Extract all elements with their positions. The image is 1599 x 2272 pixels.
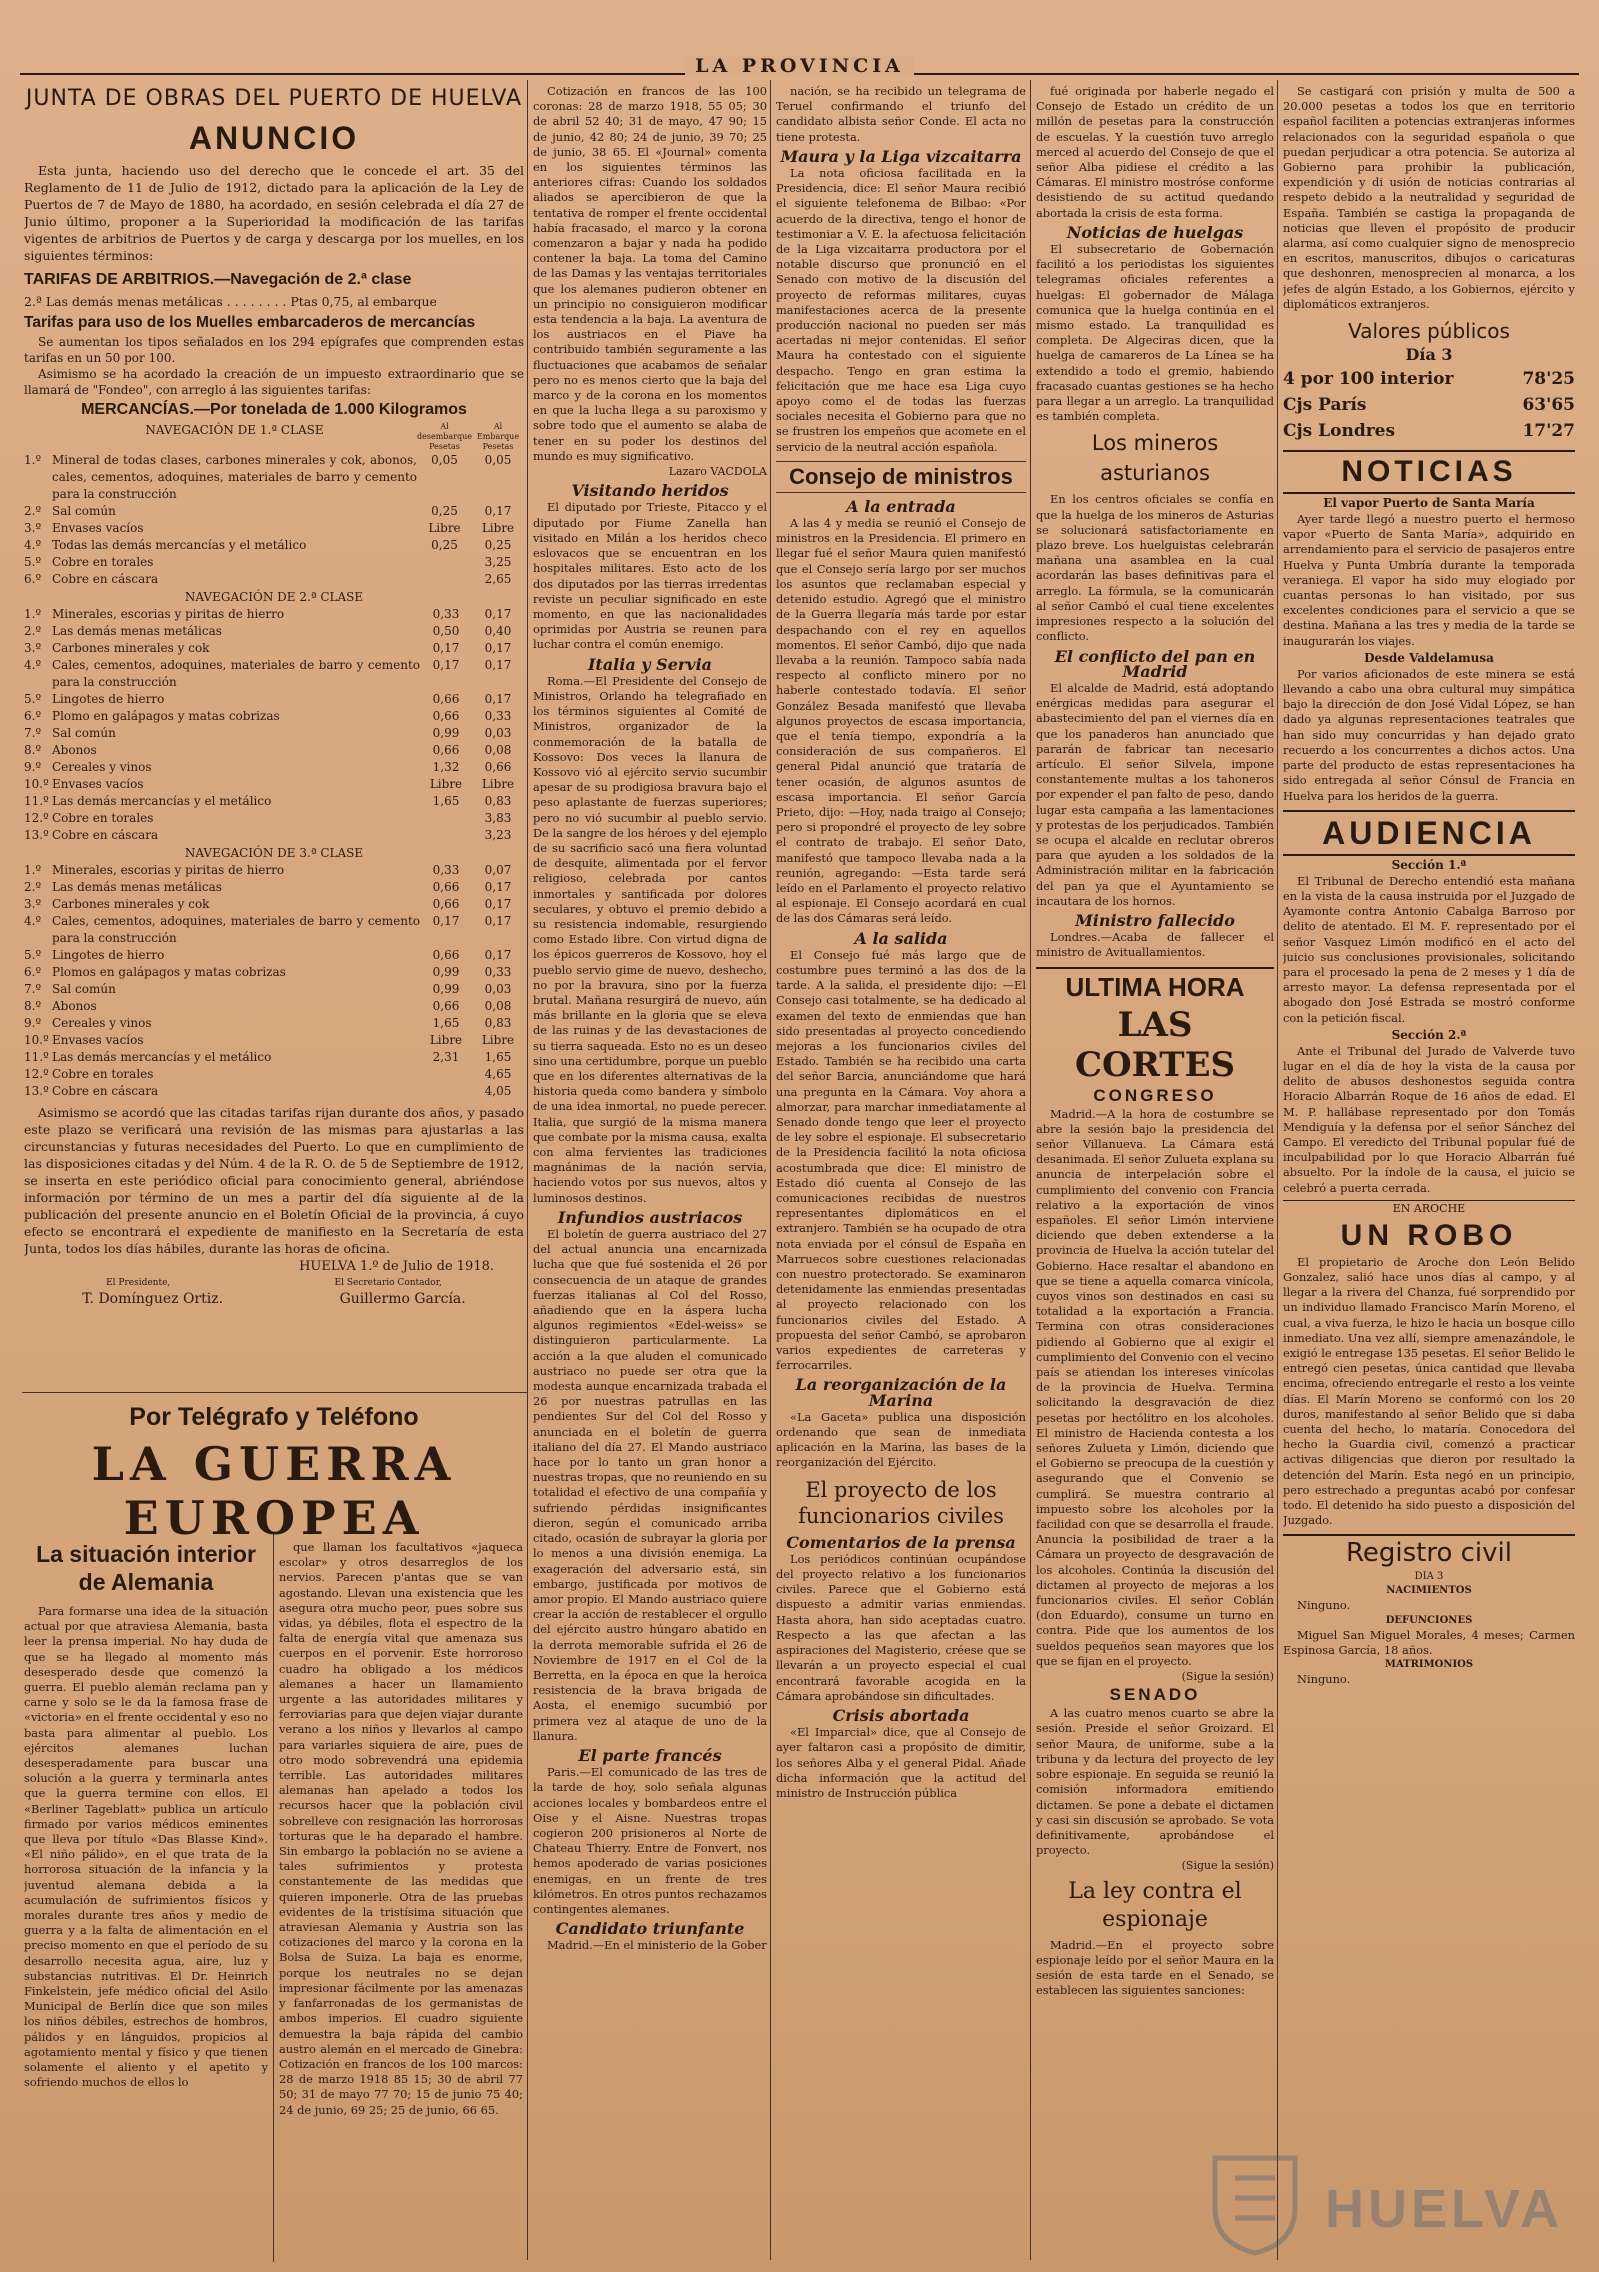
tariff-cell-a: 0,66 [432, 709, 460, 723]
tariff-cell-n: 9.º [24, 760, 42, 774]
column-rule [273, 1532, 274, 2262]
tariff-row [24, 742, 524, 759]
tariff-cell-t: Mineral de todas clases, carbones minerales y cok, abonos, cales, cementos, adoquines, materiales de barro y cemento para la construcción [52, 453, 417, 501]
noticias-text: Ayer tarde llegó a nuestro puerto el hermoso vapor «Puerto de Santa María», adquirido en arrendamiento para el servicio de pasajeros entre Huelva y Punta Umbría durante la temporada veraniega. El vapor ha sido muy elogiado por cuantas personas lo han visitado, por sus excelentes condiciones para el servicio a que se destina. Mañana a las tres y media de la tarde se inaugurarán los viajes. [1283, 512, 1575, 648]
tariff-cell-b: 0,05 [484, 453, 512, 467]
noticias-heading: NOTICIAS [1283, 450, 1575, 494]
tariff-row [24, 947, 524, 964]
tariff-cell-a [420, 1066, 472, 1083]
tariff-cell-n: 4.º [24, 914, 42, 928]
column-5 [1036, 84, 1274, 2260]
tariff-row [24, 640, 524, 657]
tariff-cell-b: 0,17 [484, 880, 512, 894]
seccion1-heading: Sección 1.ª [1391, 857, 1467, 872]
frances-heading: El parte francés [578, 1745, 722, 1765]
candidato-heading: Candidato triunfante [555, 1919, 745, 1939]
tariff-row [24, 759, 524, 776]
valor-interior: 4 por 100 interior 78'25 [1283, 369, 1575, 390]
audiencia-heading: AUDIENCIA [1283, 810, 1575, 856]
anuncio-intro: Esta junta, haciendo uso del derecho que le concede el art. 35 del Reglamento de 11 de Julio de 1912, dictado para la aplicación de la Ley de Puertos de 7 de Mayo de 1880, ha acordado, en sesión celebrada el día 27 de Junio último, proponer a la Superioridad la modificación de las tarifas vigentes de arbitrios de Puertos y de carga y descarga por los muelles, en los siguientes términos: [24, 163, 524, 263]
byline: Lazaro VACDOLA [668, 465, 767, 479]
tariff-cell-t: Las demás mercancías y el metálico [52, 1050, 272, 1064]
tariff-row [24, 862, 524, 879]
tariff-cell-a: Libre [428, 521, 461, 535]
column-rule [770, 80, 771, 2260]
col-embarque: Al Embarque Pesetas [476, 422, 520, 451]
ley-text: Madrid.—En el proyecto sobre espionaje leído por el señor Maura en la sesión de esta tarde en el Senado, se establecen las siguientes sanciones: [1036, 1937, 1274, 1998]
tariff-cell-n: 4.º [24, 538, 42, 552]
tariff-row [24, 1066, 524, 1083]
tariff-cell-n: 8.º [24, 743, 42, 757]
tariff-cell-a: 0,05 [431, 453, 458, 467]
valores-heading: Valores públicos [1348, 319, 1510, 344]
junta-anuncio [24, 84, 524, 1384]
tariff-cell-n: 12.º [24, 811, 49, 825]
tariff-cell-t: Sal común [52, 504, 116, 518]
marina-heading: La reorganización de la Marina [795, 1375, 1007, 1410]
tariff-cell-b: 0,17 [484, 948, 512, 962]
tariff-cell-t: Cobre en torales [52, 1067, 154, 1081]
tariff-cell-b: 0,33 [484, 965, 512, 979]
noticias-subheading: El vapor Puerto de Santa María [1323, 496, 1535, 511]
nav1-heading: NAVEGACIÓN DE 1.ª CLASE [145, 423, 324, 437]
tariff-cell-n: 9.º [24, 1016, 42, 1030]
tariff-cell-a: 0,25 [431, 538, 458, 552]
muelles-title: Tarifas para uso de los Muelles embarcaderos de mercancías [24, 314, 476, 331]
comentarios-heading: Comentarios de la prensa [786, 1532, 1016, 1552]
tariff-row [24, 571, 524, 588]
tariff-cell-a: 1,65 [432, 794, 460, 808]
heridos-heading: Visitando heridos [571, 481, 729, 501]
entrada-text: A las 4 y media se reunió el Consejo de ministros en la Presidencia. El primero en llegar fué el señor Maura quien manifestó que el Consejo sería largo por ser muchos los asuntos que reclamaban especial y detenido estudio. Agregó que el ministro de la Guerra llegaría más tarde por estar despachando con el rey en aquellos momentos. El señor Cambó, dijo que nada llevaba a la reunión. Tampoco sabía nada respecto al conflicto minero por no haberle contestado todavía. El señor González Besada manifestó que llevaba algunos proyectos de escasa importancia, que el tenía tiempo, expondría a la consideración de sus compañeros. El general Pidal anunció que trataría de tener ocasión, de algunos asuntos de escasa importancia. El señor García Prieto, dijo: —Hoy, nada traigo al Consejo; pero si propondré el proyecto de ley sobre el contrato de trabajo. El señor Dato, manifestó que tampoco llevaba nada a la reunión, agregando: —Esta tarde será leído en el Parlamento el proyecto relativo al espionaje. El Consejo acordará en cual de las dos Cámaras será leído. [776, 516, 1026, 926]
tariff-cell-a: 0,17 [432, 914, 460, 928]
fallecido-text: Londres.—Acaba de fallecer el ministro de Avituallamientos. [1036, 930, 1274, 960]
tariff-cell-n: 12.º [24, 1067, 49, 1081]
italia-text: Roma.—El Presidente del Consejo de Ministros, Orlando ha telegrafiado en los términos siguientes al Comité de Ministros, organizador de la conmemoración de la batalla de Kossovo: Dos veces la llanura de Kossovo vió al ejército servio sucumbir apesar de su prodigiosa bravura bajo el peso aplastante de fuerzas superiores; pero no vió sucumbir al pueblo servio. De la sangre de los héroes y del ejemplo de su sacrificio sacó una fiera voluntad de desquite, alimentada por el fervor religioso, celebrada por cantos inmortales y santificada por dolores seculares, y obtuvo el premio debido a su resistencia indomable, resurgiendo como Estado libre. Con virtud digna de los épicos guerreros de Kossovo, hoy el pueblo servio gime de nuevo, deshecho, no por la bravura, sino por la fuerza brutal. Mañana resurgirá de nuevo, aún más brillante en la gloria que se eleva de las ruinas y de las devastaciones de su tierra saqueada. Esto no es un deseo sino una certidumbre, porque un pueblo que en los diferentes alternativas de la historia queda como bandera y símbolo de una idea inmortal, no puede perecer. Italia, que surgió de la misma manera que combate por la misma causa, exalta con alma fervientes las tradiciones magnánimas de la nación servia, haciendo votos por sus nuevos, altos y luminosos destinos. [533, 673, 767, 1205]
tariff-cell-t: Sal común [52, 726, 116, 740]
tariff-cell-b: 0,17 [484, 641, 512, 655]
tariff-cell-b: 3,23 [484, 828, 512, 842]
tariff-cell-b: Libre [481, 521, 515, 535]
tariff-cell-n: 13.º [24, 1084, 49, 1098]
robo-text: El propietario de Aroche don León Belido Gonzalez, salió hace unos días al campo, y al llegar a la rivera del Chanza, fué sorprendido por un individuo llamado Francisco Marín Moreno, el cual, a viva fuerza, le hizo le hacia un bosque cillo inmediato. Una vez allí, siempre amenazándole, le exigió le entregase 135 pesetas. El señor Belido le entregó cien pesetas, única cantidad que llevaba encima, ofreciendo entregarle el resto a los veinte días. El Marín Moreno se conformó con los 20 duros, manifestando al señor Belido que si daba cuenta del hecho, lo mataría. Conocedora del hecho la Guardia civil, comenzó a practicar activas diligencias que dieron por resultado la detención del Marín. Esta negó en un principio, pero estrechado a preguntas acabó por confesar todo. El detenido ha sido puesto a disposición del Juzgado. [1283, 1254, 1575, 1528]
tariff-row [24, 708, 524, 725]
tariff-row [24, 537, 524, 554]
tariff-cell-t: Las demás menas metálicas [52, 624, 222, 638]
tariff-cell-a: 1,32 [432, 760, 460, 774]
tariff-cell-a: 0,66 [432, 880, 460, 894]
tariff-cell-b: 0,83 [484, 1016, 512, 1030]
pan-heading: El conflicto del pan en Madrid [1054, 646, 1256, 681]
salida-heading: A la salida [854, 928, 948, 948]
tariff-row [24, 793, 524, 810]
tariff-cell-n: 11.º [24, 794, 49, 808]
tariff-cell-b: 0,17 [484, 607, 512, 621]
valor-londres: Cjs Londres 17'27 [1283, 421, 1575, 442]
tariff-cell-b: 0,17 [484, 914, 512, 928]
tariff-cell-b: 0,08 [484, 743, 512, 757]
tariff-cell-n: 3.º [24, 897, 42, 911]
tariff-cell-a: 0,17 [432, 658, 460, 672]
stamp-text: HUELVA [1325, 2179, 1563, 2239]
tariff-cell-n: 3.º [24, 641, 42, 655]
matrimonios-text: Ninguno. [1297, 1672, 1351, 1687]
tariff-cell-n: 6.º [24, 965, 42, 979]
tariff-cell-a: Libre [429, 1033, 463, 1047]
tariff-cell-b: 3,83 [484, 811, 512, 825]
column-4 [776, 84, 1026, 2260]
guerra-column-b [279, 1540, 523, 2260]
valor-paris: Cjs París 63'65 [1283, 395, 1575, 416]
tariff-cell-n: 6.º [24, 709, 42, 723]
comentarios-text: Los periódicos continúan ocupándose del proyecto relativo a los funcionarios civiles. Parece que el Gobierno está dispuesto a admitir varias enmiendas. Hasta ahora, han sido aceptadas cuatro. Respecto a las que afectan a las aspiraciones del Magisterio, créese que se llevarán a un proyecto especial el cual encontrará favorable acogida en la Cámara aprobándose sin dificultades. [776, 1551, 1026, 1703]
maura-heading: Maura y la Liga vizcaitarra [780, 146, 1022, 166]
huelgas-heading: Noticias de huelgas [1066, 222, 1244, 242]
tariff-cell-a: 0,66 [432, 948, 460, 962]
seccion1-text: El Tribunal de Derecho entendió esta mañana en la vista de la causa instruida por el Juzgado de Ayamonte contra Antonio Cabalga Barroso por delito de atentado. El M. F. representado por el señor Vasquez Limón modificó en el acto del juicio sus conclusiones provisionales, solicitando para el procesado la pena de 2 meses y 1 día de arresto mayor. La defensa representada por el abogado don José Estrada se mostró conforme con la petición fiscal. [1283, 873, 1575, 1025]
senado-heading: SENADO [1109, 1685, 1201, 1705]
telegrafo-block [24, 1398, 524, 1544]
tariff-cell-n: 7.º [24, 982, 42, 996]
crisis-text: «El Imparcial» dice, que al Consejo de ayer faltaron casi a propósito de dimitir, los señores Alba y el general Pidal. Añade dicha información que la actitud del ministro de Instrucción pública [776, 1725, 1026, 1800]
matrimonios-heading: MATRIMONIOS [1384, 1659, 1474, 1671]
column-rule [527, 80, 528, 2260]
fondeo-text: Asimismo se ha acordado la creación de un impuesto extraordinario que se llamará de "Fondeo", con arreglo á las siguientes tarifas: [24, 367, 524, 397]
robo-heading: UN ROBO [1340, 1218, 1518, 1252]
tariff-cell-a [417, 571, 472, 588]
tariff-cell-t: Plomo en galápagos y matas cobrizas [52, 709, 280, 723]
tariff-cell-b: 0,17 [484, 692, 512, 706]
telegrafo-heading: Por Telégrafo y Teléfono [129, 1403, 419, 1431]
nacimientos-heading: NACIMIENTOS [1386, 1585, 1472, 1597]
tariff-cell-a [420, 827, 472, 844]
tariff-cell-a: 2,31 [432, 1050, 460, 1064]
junta-title: JUNTA DE OBRAS DEL PUERTO DE HUELVA [25, 86, 523, 111]
tariff-cell-t: Cobre en torales [52, 811, 154, 825]
nacimientos-text: Ninguno. [1297, 1598, 1351, 1613]
tariff-cell-a: 0,33 [432, 863, 460, 877]
tariff-cell-b: 0,83 [484, 794, 512, 808]
archive-stamp [1195, 2148, 1585, 2258]
column-6 [1283, 84, 1575, 2260]
tariff-cell-t: Cobre en torales [52, 555, 154, 569]
tariff-row [24, 1083, 524, 1100]
tariff-cell-a [420, 810, 472, 827]
ley-heading: La ley contra el espionaje [1068, 1878, 1242, 1932]
espionaje-cont-text: Se castigará con prisión y multa de 500 a 20.000 pesetas a todos los que en territorio español faciliten a potencias extranjeras informes relacionados con la seguridad española o que puedan perjudicar a otra potencia. Se autoriza al Gobierno para prohibir la publicación, expendición y di usión de noticias contrarias al respeto debido a la neutralidad y seguridad de España. También se castiga la propaganda de noticias que lleven el propósito de producir alarma, así como cualquier signo de menosprecio en escritos, manuscritos, dibujos o caricaturas que deshonren, menosprecien al monarca, a los jefes de algún Estado, a los Gobiernos, ejército y diplomáticos extranjeros. [1283, 84, 1575, 311]
tariff-cell-n: 10.º [24, 1033, 49, 1047]
tariff-cell-t: Lingotes de hierro [52, 948, 165, 962]
tariff-cell-t: Todas las demás mercancías y el metálico [52, 538, 307, 552]
mineros-text: En los centros oficiales se confía en que la huelga de los mineros de Asturias se solucionará satisfactoriamente en plazo breve. Los huelguistas celebrarán mañana una asamblea en la cual acordarán las bases definitivas para el arreglo. La fórmula, se la comunicarán al señor Cambó el cual tiene excelentes impresiones respecto a la solución del conflicto. [1036, 492, 1274, 644]
tariff-cell-n: 1.º [24, 863, 42, 877]
infundios-text: El boletín de guerra austriaco del 27 del actual anuncia una encarnizada lucha que que fué sostenida el 26 por consecuencia de un ataque de grandes fuerzas italianas al Col del Rosso, añadiendo que en la áspera lucha algunos regimientos «Edel-weiss» se distinguieron particularmente. La acción a la que aluden el comunicado austriaco no puede ser otra que la modesta aunque encarnizada trabada el 26 por nuestras patrullas en las pendientes Sur del Col del Rosso y anunciada en el boletín de guerra italiano del día 27. El Mando austriaco hace por lo tanto un gran honor a nuestras tropas, que no reuniendo en su totalidad el efectivo de una compañía y sufriendo pérdidas insignificantes dieron, según el comunicado arriba citado, ocasión de subrayar la gloria por lo menos a una división enemiga. La exageración del adversario está, sin embargo, justificada por motivos de amor propio. El Mando austriaco quiere crear la acción de restablecer el orgullo del ejército austro húngaro abatido en la derrota memorable sufrida el 26 de Noviembre de 1917 en el Col de la Berretta, en la época en que la heroica resistencia de la brava brigada de Aosta, el enemigo sucumbió por primera vez al ataque de uno de la llanura. [533, 1227, 767, 1743]
tariff-cell-b: 2,65 [484, 572, 512, 586]
tariff-row [24, 691, 524, 708]
tariff-cell-b: 0,66 [484, 760, 512, 774]
tariff-cell-b: 0,17 [484, 658, 512, 672]
tariff-cell-n: 11.º [24, 1050, 49, 1064]
tariff-cell-t: Cereales y vinos [52, 760, 152, 774]
section-rule [22, 1392, 527, 1393]
tariff-cell-b: 0,03 [484, 726, 512, 740]
tariff-cell-b: 0,40 [484, 624, 512, 638]
tariff-cell-b: 0,17 [484, 504, 512, 518]
tariff-cell-b: 0,17 [484, 897, 512, 911]
signatures: T. Domínguez Ortiz. Guillermo García. [82, 1291, 466, 1307]
tariff-cell-a: 0,66 [432, 897, 460, 911]
tariff-cell-b: 0,03 [484, 982, 512, 996]
tariff-cell-n: 1.º [24, 453, 42, 467]
candidato-text: Madrid.—En el ministerio de la Gober [547, 1938, 767, 1953]
muelles-text: Se aumentan los tipos señalados en los 294 epígrafes que comprenden estas tarifas en un 50 por 100. [24, 335, 524, 365]
mercancias-title: MERCANCÍAS.—Por tonelada de 1.000 Kilogramos [81, 401, 467, 418]
signature-labels: El Presidente, El Secretario Contador, [106, 1278, 442, 1288]
tariff-row [24, 520, 524, 537]
tariff-cell-t: Cobre en cáscara [52, 828, 159, 842]
tariff-cell-t: Plomos en galápagos y matas cobrizas [52, 965, 286, 979]
nav3-heading: NAVEGACIÓN DE 3.ª CLASE [184, 846, 364, 860]
tariff-cell-a: 0,99 [432, 965, 460, 979]
tariff-cell-t: Cales, cementos, adoquines, materiales de barro y cemento para la construcción [52, 914, 420, 945]
tariff-cell-n: 7.º [24, 726, 42, 740]
tariff-cell-a: 0,50 [432, 624, 460, 638]
marina-text: «La Gaceta» publica una disposición ordenando que sean de inmediata aplicación en la Marina, las bases de la reorganización del Ejército. [776, 1409, 1026, 1470]
column-rule [1030, 80, 1031, 2260]
tariff-cell-t: Envases vacíos [52, 521, 144, 535]
tariff-cell-b: 4,05 [484, 1084, 512, 1098]
tariff-row [24, 1049, 524, 1066]
guerra-headline: LA GUERRA [91, 1437, 457, 1491]
defunciones-text: Miguel San Miguel Morales, 4 meses; Carmen Espinosa García, 18 años. [1283, 1627, 1575, 1657]
mineros-heading: Los mineros asturianos [1091, 431, 1219, 486]
tariff-row [24, 606, 524, 623]
tariff-cell-t: Carbones minerales y cok [52, 897, 210, 911]
crisis-heading: Crisis abortada [832, 1705, 970, 1725]
tariff-cell-b: 0,25 [484, 538, 512, 552]
tariff-row [24, 554, 524, 571]
tariff-cell-n: 10.º [24, 777, 49, 791]
aroche-heading: EN AROCHE [1283, 1200, 1575, 1217]
tariff-row [24, 913, 524, 947]
tariff-cell-b: 3,25 [484, 555, 512, 569]
defunciones-heading: DEFUNCIONES [1385, 1614, 1473, 1626]
tariff-rows-2 [24, 606, 524, 844]
tariff-cell-t: Cereales y vinos [52, 1016, 152, 1030]
tariff-cell-t: Las demás mercancías y el metálico [52, 794, 272, 808]
infundios-heading: Infundios austriacos [557, 1207, 743, 1227]
guerra-column-a [24, 1540, 268, 2260]
tariff-row [24, 810, 524, 827]
tariff-cell-a: 0,66 [432, 743, 460, 757]
congreso-heading: CONGRESO [1093, 1085, 1217, 1105]
tariff-table-1 [24, 422, 524, 588]
tariff-rows-3 [24, 862, 524, 1100]
frances-text: Paris.—El comunicado de las tres de la tarde de hoy, solo señala algunas acciones locales y bombardeos entre el Oise y el Aisne. Nuestras tropas cogieron 200 prisioneros al Norte de Chateau Thierry. Entre de Fonvert, nos hemos apoderado de varias posiciones enemigas, en un frente de tres kilómetros. En otros puntos rechazamos contingentes alemanes. [533, 1765, 767, 1916]
heridos-text: El diputado por Trieste, Pitacco y el diputado por Fiume Zanella han visitado en Milán a los heridos checo eslovacos que se encuentran en los hospitales militares. Esto acto de los dos diputados por las tierras irredentas reviste un peculiar significado en este momento, en que las nacionalidades oprimidas por Austria se reunen para luchar contra el común enemigo. [533, 500, 767, 652]
tariff-cell-a: 0,99 [432, 726, 460, 740]
tariff-cell-a: 0,17 [432, 641, 460, 655]
column-rule [1277, 80, 1278, 2260]
tariff-cell-t: Envases vacíos [52, 777, 144, 791]
tarifas-row: 2.ª Las demás menas metálicas . . . . . . . . Ptas 0,75, al embarque [24, 294, 437, 309]
valdelamusa-text: Por varios aficionados de este minera se está llevando a cabo una obra cultural muy simpática bajo la dirección de don José Vidal López, se han dado ya algunas representaciones teatrales que han sido muy concurridas y han dejado grato recuerdo a los concurrentes a dichos actos. Una parte del producto de estas representaciones ha sido entregada al señor Cónsul de Francia en Huelva para los heridos de la guerra. [1283, 666, 1575, 803]
tariff-cell-t: Cobre en cáscara [52, 572, 159, 586]
anuncio-closing: Asimismo se acordó que las citadas tarifas rijan durante dos años, y pasado este plazo se verificará una revisión de las mismas para ajustarlas a las circunstancias y futuras necesidades del Puerto. Lo que en cumplimiento de las disposiciones citadas y del Núm. 4 de la R. O. de 5 de Septiembre de 1912, se inserta en este periódico oficial para conocimiento general, abriéndose información por término de un mes a partir del día siguiente al de la publicación del presente anuncio en el Boletín Oficial de la provincia, á cuyo efecto se encontrará el expediente de manifiesto en la Secretaría de esta Junta, todos los días hábiles, durante las horas de oficina. [24, 1105, 524, 1256]
situacion-text: Para formarse una idea de la situación actual por que atraviesa Alemania, basta leer la prensa imperial. No hay duda de que se ha llegado al momento más desesperado desde que comenzó la guerra. El pueblo alemán reclama pan y carne y solo se le da la famosa frase de «victoria» en el frente occidental y eso no basta para alimentar al pueblo. Los ejércitos alemanes luchan desesperadamente para buscar una solución a la guerra y terminarla antes que la guerra termine con ellos. El «Berliner Tageblatt» publica un artículo firmado por varios médicos eminentes que lleva por título «Das Blasse Kind». «El niño pálido», en el que trata de la horrorosa situación de la infancia y la juventud alemana debida a la acumulación de sufrimientos físicos y morales durante tres años y medio de guerra y a la falta de alimentación en el preciso momento en que el período de su desarrollo necesita agua, aire, luz y substancias nutritivas. El Dr. Heinrich Finkelstein, jefe médico oficial del Asilo Municipal de Berlín dice que son miles los niños débiles, estrechos de hombros, pálidos y en lánguidos, propicios al agotamiento mental y físico y que tienen solamente el aliento y el apetito y sofriendo muchos de ellos lo [24, 1604, 268, 2090]
tariff-cell-b: 4,65 [484, 1067, 512, 1081]
europea-headline: EUROPEA [123, 1491, 425, 1545]
column-3 [533, 84, 767, 2260]
shield-icon [1195, 2148, 1315, 2258]
tariff-rows-1 [24, 452, 524, 588]
tariff-cell-t: Envases vacíos [52, 1033, 144, 1047]
tariff-row [24, 452, 524, 503]
valores-dia: Día 3 [1405, 345, 1453, 365]
tariff-cell-b: 0,07 [484, 863, 512, 877]
tariff-cell-n: 1.º [24, 607, 42, 621]
maura-text: La nota oficiosa facilitada en la Presidencia, dice: El señor Maura recibió el siguiente telefonema de Bilbao: «Por acuerdo de la directiva, tengo el honor de testimoniar a V. E. la afectuosa felicitación de la Liga vizcaitarra productora por el notable discurso que pronunció en el Senado con motivo de la discusión del proyecto de reformas militares, cuyas manifestaciones acerca de la presente producción nacional no pueden ser más acertadas ni mejor contenidas. El señor Maura ha contestado con el siguiente despacho. Tengo en gran estima la felicitación que me hace esa Liga cuyo apoyo como el de todas las fuerzas sociales necesita el Gobierno para que no se frustren los empeños que acomete en el servicio de la neutral acción española. [776, 166, 1026, 454]
tariff-row [24, 503, 524, 520]
tariff-cell-t: Carbones minerales y cok [52, 641, 210, 655]
tariff-cell-t: Minerales, escorias y piritas de hierro [52, 863, 285, 877]
tariff-row [24, 657, 524, 691]
tariff-cell-a: 0,66 [432, 692, 460, 706]
tarifas-title: TARIFAS DE ARBITRIOS.—Navegación de 2.ª clase [24, 271, 412, 288]
tariff-cell-n: 2.º [24, 624, 42, 638]
tariff-cell-a [420, 1083, 472, 1100]
proyecto-heading: El proyecto de los funcionarios civiles [798, 1477, 1004, 1528]
tariff-row [24, 776, 524, 793]
tariff-cell-t: Cobre en cáscara [52, 1084, 159, 1098]
tariff-row [24, 623, 524, 640]
registro-heading: Registro civil [1283, 1534, 1575, 1570]
tariff-table-2 [24, 606, 524, 844]
huelgas-text: El subsecretario de Gobernación facilitó a los periodistas los siguientes telegramas oficiales referentes a huelgas: El gobernador de Málaga comunica que la huelga continúa en el mismo estado. La tranquilidad es completa. De Algeciras dicen, que la huelga de camareros de La Línea se ha extendido a todo el gremio, habiendo fracasado cuantas gestiones se ha hecho para llegar a un arreglo. La tranquilidad es también completa. [1036, 242, 1274, 424]
registro-dia: DIA 3 [1414, 1571, 1444, 1583]
anuncio-heading: ANUNCIO [188, 120, 360, 156]
tariff-cell-a: 0,99 [432, 982, 460, 996]
tariff-table-3 [24, 862, 524, 1100]
tariff-cell-a [417, 554, 472, 571]
tariff-row [24, 725, 524, 742]
tariff-cell-t: Abonos [52, 999, 97, 1013]
tariff-cell-t: Abonos [52, 743, 97, 757]
entrada-heading: A la entrada [846, 496, 956, 516]
tariff-cell-t: Cales, cementos, adoquines, materiales de barro y cemento para la construcción [52, 658, 420, 689]
tariff-cell-b: 0,08 [484, 999, 512, 1013]
crisis-cont-text: fué originada por haberle negado el Consejo de Estado un crédito de un millón de pesetas para la construcción de escuelas. Y la cuestión tuvo arreglo merced al acuerdo del Consejo de que el señor Alba pidiese el crédito a las Cámaras. El ministro mostróse conforme desistiendo de su actitud quedando abortada la crisis de esta forma. [1036, 84, 1274, 220]
tariff-cell-a: 0,25 [431, 504, 458, 518]
consejo-heading: Consejo de ministros [776, 461, 1026, 493]
teruel-text: nación, se ha recibido un telegrama de Teruel confirmando el triunfo del candidato albista señor Conde. El acta no tiene protesta. [776, 84, 1026, 144]
tariff-cell-t: Minerales, escorias y piritas de hierro [52, 607, 285, 621]
tariff-cell-n: 5.º [24, 555, 42, 569]
cotizacion-text: Cotización en francos de las 100 coronas: 28 de marzo 1918, 55 05; 30 de abril 52 40; 31 de mayo, 47 90; 15 de junio, 42 80; 24 de junio, 39 70; 25 de junio, 38 65. El «Journal» comenta en los siguientes términos las anteriores cifras: Cuando los soldados aliados se apercibieron de que la tentativa de romper el frente occidental había fracasado, el marco y la corona comenzaron a bajar y nada ha podido contener la baja. La toma del Camino de las Damas y las ventajas territoriales que los alemanes pudieron obtener en un principio no consiguieron modificar esta tendencia a la baja. La aventura de los austriacos en el Piave ha contribuido también seguramente a las fluctuaciones que acabamos de señalar pero no es menos cierto que la baja del marco y de la corona en los momentos en que la lucha llega a su paroxismo y sobre todo que el aumento se alaba de tener en su poder los destinos del mundo es muy significativo. [533, 84, 767, 463]
tariff-cell-n: 5.º [24, 692, 42, 706]
tariff-cell-n: 2.º [24, 880, 42, 894]
tariff-cell-n: 5.º [24, 948, 42, 962]
fallecido-heading: Ministro fallecido [1075, 910, 1235, 930]
situacion-heading: La situación interior de Alemania [36, 1541, 256, 1595]
tariff-cell-b: Libre [481, 1033, 515, 1047]
tariff-cell-a: Libre [429, 777, 463, 791]
tariff-cell-t: Las demás menas metálicas [52, 880, 222, 894]
salida-text: El Consejo fué más largo que de costumbre pues terminó a las dos de la tarde. A la salida, el presidente dijo: —El Consejo casi totalmente, se ha dedicado al examen del texto de enmiendas que han sido presentadas al proyecto concediendo mejoras a los funcionarios civiles del Estado. También se ha recibido una carta del señor Barcia, anunciándome que hará una pregunta en la Cámara. Voy ahora a almorzar, para marchar inmediatamente al Senado donde tengo que leer el proyecto de ley sobre el espionaje. El subsecretario de la Presidencia facilitó la nota oficiosa acostumbrada que dice: El ministro de Estado dió cuenta al Consejo de las comunicaciones recibidas de nuestros representantes diplomáticos en el extranjero. También se ha ocupado de otra nota enviada por el cónsul de España en Marruecos sobre cuestiones relacionadas con nuestro protectorado. Se examinaron detenidamente las enmiendas presentadas al proyecto relacionado con los funcionarios civiles del Estado. A propuesta del señor Cambó, se aprobaron varios expedientes de carreteras y ferrocarriles. [776, 947, 1026, 1373]
tariff-row [24, 1032, 524, 1049]
tariff-cell-b: 0,33 [484, 709, 512, 723]
cortes-heading: LAS CORTES [1074, 1004, 1236, 1085]
tariff-cell-a: 1,65 [432, 1016, 460, 1030]
tariff-row [24, 879, 524, 896]
masthead: LA PROVINCIA [0, 55, 1599, 79]
tariff-row [24, 896, 524, 913]
col-desembarque: Al desembarque Pesetas [417, 422, 473, 451]
pan-text: El alcalde de Madrid, está adoptando enérgicas medidas para asegurar el abastecimiento del pan el viernes día en que los panaderos han anunciado que pararán de fabricar tan necesario artículo. El señor Silvela, impone constantemente multas a los tahoneros por expender el pan falto de peso, dando lugar esta campaña a las lamentaciones y protestas de los perjudicados. También se ocupa el alcalde en reclutar obreros para que ayuden a los soldados de la Administración militar en la fabricación del pan ya que el Ayuntamiento se incautara de los hornos. [1036, 680, 1274, 908]
tariff-cell-b: Libre [481, 777, 515, 791]
tariff-row [24, 1015, 524, 1032]
tariff-cell-n: 13.º [24, 828, 49, 842]
italia-heading: Italia y Servia [587, 654, 713, 674]
seccion2-text: Ante el Tribunal del Jurado de Valverde tuvo lugar en el día de hoy la vista de la causa por delito de abusos deshonestos seguida contra Horacio Albarrán Roque de 16 años de edad. El M. P. hallábase representado por don Tomás Mendiguía y la defensa por el señor Sánchez del Campo. El veredicto del Tribunal popular fué de inculpabilidad por lo que Horacio Albarrán fué absuelto. Por la índole de la causa, el juicio se celebró a puerta cerrada. [1283, 1043, 1575, 1195]
nav2-heading: NAVEGACIÓN DE 2.ª CLASE [184, 590, 364, 604]
ultima-hora-heading: ULTIMA HORA [1036, 967, 1274, 1005]
sigue-sesion: (Sigue la sesión) [1181, 1670, 1274, 1684]
valdelamusa-heading: Desde Valdelamusa [1364, 650, 1494, 665]
tariff-row [24, 964, 524, 981]
tariff-cell-n: 2.º [24, 504, 42, 518]
tariff-row [24, 981, 524, 998]
tariff-cell-n: 6.º [24, 572, 42, 586]
tariff-cell-t: Lingotes de hierro [52, 692, 165, 706]
tariff-cell-b: 1,65 [484, 1050, 512, 1064]
tariff-cell-n: 8.º [24, 999, 42, 1013]
sigue-sesion: (Sigue la sesión) [1181, 1859, 1274, 1873]
tariff-cell-t: Sal común [52, 982, 116, 996]
tariff-cell-a: 0,66 [432, 999, 460, 1013]
senado-text: A las cuatro menos cuarto se abre la sesión. Preside el señor Groizard. El señor Maura, de uniforme, sube a la tribuna y da lectura del proyecto de ley sobre espionaje. En seguida se reunió la comisión informadora emitiendo dictamen. Se pone a debate el dictamen y casi sin discusión se aprobado. Se vota definitivamente, aprobándose el proyecto. [1036, 1706, 1274, 1858]
tariff-row [24, 998, 524, 1015]
congreso-text: Madrid.—A la hora de costumbre se abre la sesión bajo la presidencia del señor Villanueva. La Cámara está desanimada. El señor Zulueta explana su anuncia de interpelación sobre el cumplimiento del convenio con Francia relativo a la exportación de vinos españoles. El señor Limón interviene diciendo que deben extenderse a la provincia de Huelva la acción tutelar del Gobierno. Hace resaltar el abandono en que se tiene a aquella comarca vinícola, cuyos vinos son destinados en casi su totalidad a la exportación a Francia. Termina con otras consideraciones pidiendo al Gobierno que al exigir el cumplimiento del Convenio con el vecino país se atiendan los intereses vinícolas de la provincia de Huelva. Termina solicitando la desgravación de diez pesetas por hectólitro en los alcoholes. El ministro de Hacienda contesta a los señores Zulueta y Limón, diciendo que el Gobierno se preocupa de la cuestión y asegurando que el Convenio se cumplirá. Se muestra contrario al impuesto sobre los alcoholes por la facilidad con que se desarrolla el fraude. Anuncia la posibilidad de traer a la Cámara un proyecto de desgravación de los alcoholes. Continúa la discusión del dictamen al proyecto de mejoras a los funcionarios civiles. El señor Coblán (don Eduardo), consume un turno en contra. Pide que los aumentos de los sueldos pequeños sean mayores que los que se fijan en el proyecto. [1036, 1106, 1274, 1668]
tariff-cell-n: 3.º [24, 521, 42, 535]
situacion-text-cont: que llaman los facultativos «jaqueca escolar» y otros desarreglos de los nervios. Parecen p'antas que se van agostando. Llevan una existencia que les asegura otra mucho peor, pues sobre sus vidas, ya débiles, flota el espectro de la falta de energía vital que amenaza sus cuerpos en el porvenir. Este horroroso cuadro ha obligado a los médicos alemanes a hacer un llamamiento urgente a las autoridades militares y ferroviarias para que dejen viajar durante verano a los niños y llevarlos al campo para variarles siquiera de aire, pues de otro modo sobrevendrá una epidemia terrible. Las autoridades militares alemanas han apelado a todos los recursos hacer que la población civil sobrelleve con resignación las horrorosas torturas que le ha deparado el hambre. Sin embargo la población no se aviene a tales sufrimientos y protesta constantemente de las medidas que quieren imponerle. Otra de las pruebas evidentes de la tristísima situación que atraviesan Alemania y Austria son las cotizaciones del marco y la corona en la Bolsa de Suiza. La baja es enorme, porque los neutrales no se dejan impresionar fácilmente por las amenazas y fanfarronadas de los germanistas de ambos imperios. El cuadro siguiente demuestra la baja rápida del cambio austro alemán en el mercado de Ginebra: Cotización en francos de los 100 marcos: 28 de marzo 1918 85 15; 30 de abril 77 50; 31 de mayo 77 70; 15 de junio 75 40; 24 de junio, 69 25; 25 de junio, 66 65. [279, 1540, 523, 2117]
tariff-row [24, 827, 524, 844]
seccion2-heading: Sección 2.ª [1391, 1027, 1467, 1042]
tariff-cell-a: 0,33 [432, 607, 460, 621]
tariff-cell-n: 4.º [24, 658, 42, 672]
anuncio-date: HUELVA 1.º de Julio de 1918. [299, 1259, 494, 1274]
